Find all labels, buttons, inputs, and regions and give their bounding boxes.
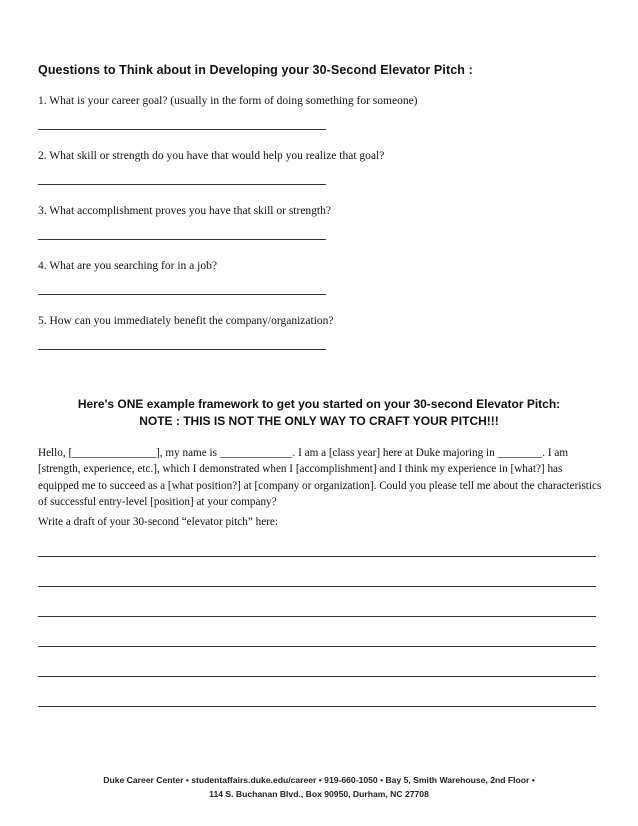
draft-line-6[interactable] (38, 706, 596, 707)
page-heading: Questions to Think about in Developing your 30-Second Elevator Pitch : (38, 63, 473, 77)
framework-title: Here's ONE example framework to get you started on your 30-second Elevator Pitch: (77, 397, 561, 411)
draft-line-5[interactable] (38, 676, 596, 677)
question-2: 2. What skill or strength do you have that would help you realize that goal? (38, 150, 385, 162)
draft-line-3[interactable] (38, 616, 596, 617)
question-4: 4. What are you searching for in a job? (38, 260, 217, 272)
question-1: 1. What is your career goal? (usually in the form of doing something for someone) (38, 95, 418, 107)
question-5: 5. How can you immediately benefit the company/organization? (38, 315, 334, 327)
draft-line-1[interactable] (38, 556, 596, 557)
draft-line-2[interactable] (38, 586, 596, 587)
answer-line-2[interactable] (38, 184, 326, 185)
draft-prompt: Write a draft of your 30-second “elevator pitch” here: (38, 516, 278, 528)
footer-contact: Duke Career Center • studentaffairs.duke.edu/career • 919-660-1050 • Bay 5, Smith Warehouse, 2nd Floor • (103, 775, 535, 785)
draft-line-4[interactable] (38, 646, 596, 647)
question-3: 3. What accomplishment proves you have that skill or strength? (38, 205, 331, 217)
example-pitch-paragraph: Hello, [_______________], my name is _____________. I am a [class year] here at Duke majoring in ________. I am [strength, experience, etc.], which I demonstrated when I [accomplishment] and I think my experience in [what?] has equipped me to succeed as a [what position?] at [company or organization]. Could you please tell me about the characteristics of successful entry-level [position] at your company? (38, 447, 602, 508)
answer-line-4[interactable] (38, 294, 326, 295)
answer-line-1[interactable] (38, 129, 326, 130)
answer-line-3[interactable] (38, 239, 326, 240)
answer-line-5[interactable] (38, 349, 326, 350)
framework-note: NOTE : THIS IS NOT THE ONLY WAY TO CRAFT YOUR PITCH!!! (139, 414, 499, 428)
footer-address: 114 S. Buchanan Blvd., Box 90950, Durham, NC 27708 (209, 789, 429, 799)
